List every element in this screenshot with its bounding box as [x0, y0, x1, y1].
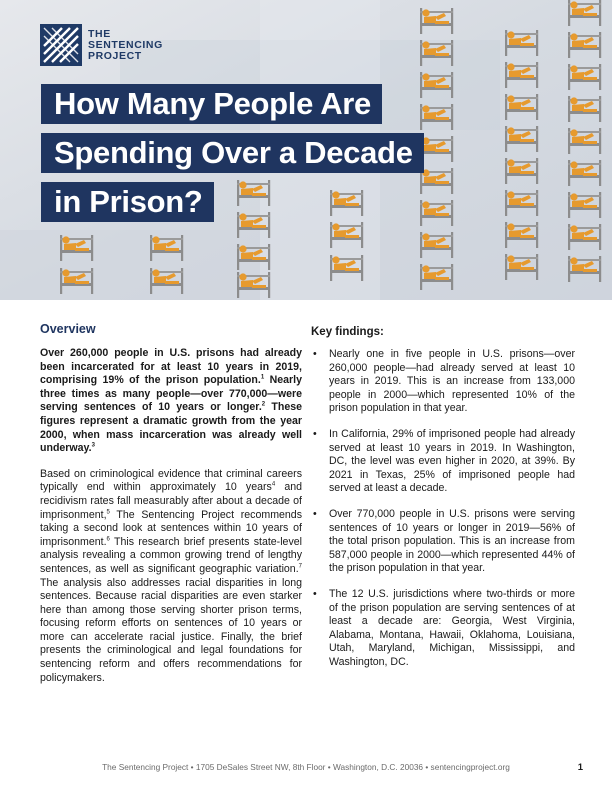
logo-line-2: SENTENCING — [88, 38, 163, 51]
key-findings-list — [311, 348, 575, 669]
logo-wordmark — [88, 29, 163, 62]
footnote-marker: 7 — [298, 563, 302, 570]
overview-section — [40, 322, 302, 685]
key-finding-text: In California, 29% of imprisoned people had already served at least 10 years in 2019. In Washington, DC, the level was even higher in 2020, at 39%. By 2021 in Texas, 25% of imprisoned people had served at least a decade. — [329, 427, 575, 495]
logo-line-3: PROJECT — [88, 49, 142, 62]
footnote-marker: 3 — [91, 442, 95, 449]
key-finding-item — [311, 348, 575, 416]
key-findings-section — [311, 326, 575, 681]
page-title-line-3: in Prison? — [41, 182, 214, 222]
key-finding-text: Over 770,000 people in U.S. prisons were serving sentences of 10 years or longer in 2019—56% of the total prison population. This is an increase from 587,000 people in 2000—which represented 44% of the prison population in that year. — [329, 507, 575, 575]
sentencing-project-logo-mark-icon — [40, 24, 82, 66]
footer-address: The Sentencing Project • 1705 DeSales Street NW, 8th Floor • Washington, D.C. 20036 • sentencingproject.org — [102, 762, 510, 772]
bullet-icon: • — [313, 348, 317, 360]
sentencing-project-logo[interactable] — [40, 24, 163, 66]
key-finding-item — [311, 428, 575, 496]
key-findings-heading: Key findings: — [311, 326, 384, 338]
footnote-marker: 5 — [106, 509, 110, 515]
footnote-marker: 1 — [260, 374, 265, 381]
page-title-line-2: Spending Over a Decade — [41, 133, 424, 173]
bullet-icon: • — [313, 427, 317, 440]
page-title-line-1: How Many People Are — [41, 84, 382, 124]
bullet-icon: • — [313, 507, 317, 520]
key-finding-item — [311, 588, 575, 670]
key-finding-item — [311, 508, 575, 576]
page-number: 1 — [577, 762, 583, 773]
footnote-marker: 2 — [261, 401, 266, 408]
key-finding-text: The 12 U.S. jurisdictions where two-thirds or more of the prison population are serving sentences of at least a decade are: Georgia, West Virginia, Alabama, Montana, Hawaii, Oklahoma, Louisiana, Utah, Maryland, Michigan, Mississippi, and Washington, DC. — [329, 587, 575, 668]
bullet-icon: • — [313, 587, 317, 600]
overview-intro: Over 260,000 people in U.S. prisons had already been incarcerated for at least 10 years in 2019, comprising 19% of the prison population.$^1$ Nearly three times as many people—over 770,000—were serving sentences of 10 years or longer.$^2$ These figures represent a dramatic growth from the year 2000, when mass incarceration was already well underway.$^3$ — [40, 347, 302, 455]
key-finding-text: Nearly one in five people in U.S. prisons—over 260,000 people—had already served at least 10 years in 2019. This is an increase from 133,000 people in 2000—which represented 10% of the prison population in that year. — [329, 348, 575, 415]
hero-banner — [0, 0, 612, 300]
logo-line-1: THE — [88, 27, 111, 40]
overview-body: Based on criminological evidence that criminal careers typically end within approximately 10 years$^4$ and recidivism rates fall measurably after about a decade of imprisonment,$^5$ The Sentencing Project recommends taking a second look at sentences within 10 years of imprisonment.$^6$ This research brief presents state-level analysis revealing a common growing trend of lengthy sentences, as well as significant geographic variation.$^7$ The analysis also addresses racial disparities in long sentences. Because racial disparities are even starker here than among those serving shorter prison terms, focusing reform efforts on sentences of 10 years or more can accelerate racial justice. Finally, the brief presents the criminological and legal foundations for sentencing reform and offers recommendations for policymakers. — [40, 467, 302, 684]
footnote-marker: 6 — [106, 536, 110, 543]
footnote-marker: 4 — [271, 481, 276, 488]
overview-heading: Overview — [40, 322, 96, 336]
